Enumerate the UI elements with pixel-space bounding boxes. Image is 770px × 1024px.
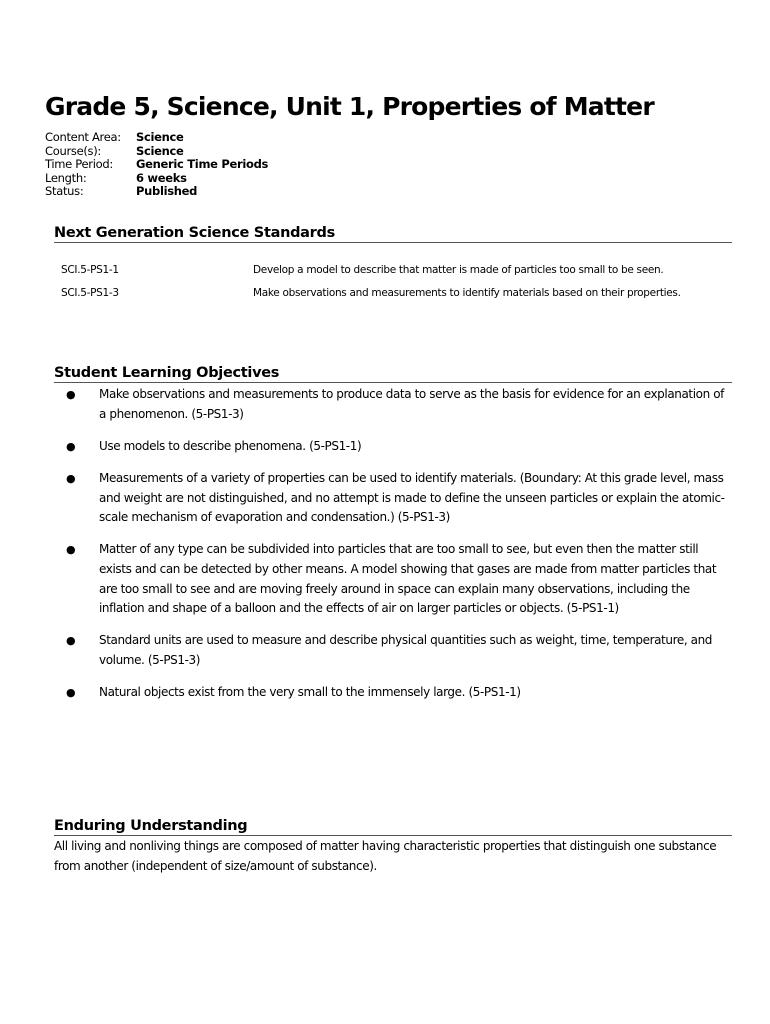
bullet-icon: ● — [66, 439, 76, 453]
bullet-icon: ● — [66, 634, 76, 648]
meta-label: Length: — [45, 170, 87, 185]
meta-label: Course(s): — [45, 143, 101, 158]
page-title: Grade 5, Science, Unit 1, Properties of Matter — [45, 92, 654, 121]
objective-text: Measurements of a variety of properties can be used to identify materials. (Boundary: At this grade level, mass and weight are not distinguished, and no attempt is made to define the unseen particles or explain the atomic-scale mechanism of evaporation and condensation.) (5-PS1-3) — [99, 470, 725, 525]
standard-code: SCI.5-PS1-3 — [61, 287, 119, 299]
meta-value: Science — [136, 143, 184, 158]
standard-description: Make observations and measurements to identify materials based on their properties. — [253, 287, 681, 299]
standard-row — [61, 287, 681, 310]
meta-label: Content Area: — [45, 130, 121, 144]
meta-value: Science — [136, 130, 184, 144]
meta-row-courses — [45, 145, 268, 159]
objectives-list — [66, 385, 728, 715]
enduring-understanding-heading: Enduring Understanding — [54, 818, 732, 836]
objective-item — [66, 631, 728, 670]
standards-list — [61, 264, 681, 310]
meta-row-length — [45, 172, 268, 186]
enduring-understanding-text: All living and nonliving things are composed of matter having characteristic properties that distinguish one substance from another (independent of size/amount of substance). — [54, 839, 717, 873]
meta-label: Time Period: — [45, 157, 113, 172]
bullet-icon: ● — [66, 543, 76, 557]
meta-row-content-area — [45, 131, 268, 145]
meta-row-time-period — [45, 158, 268, 172]
standard-description: Develop a model to describe that matter is made of particles too small to be seen. — [253, 264, 664, 276]
objective-item — [66, 540, 728, 618]
meta-row-status — [45, 185, 268, 199]
meta-value: Published — [136, 184, 198, 199]
meta-label: Status: — [45, 184, 84, 199]
bullet-icon: ● — [66, 471, 76, 485]
objective-text: Matter of any type can be subdivided into particles that are too small to see, but even then the matter still exists and can be detected by other means. A model showing that gases are made from matter particles that are too small to see and are moving freely around in space can explain many observations, including the inflation and shape of a balloon and the effects of air on larger particles or objects. (5-PS1-1) — [99, 542, 717, 616]
objective-item — [66, 385, 728, 424]
standard-code: SCI.5-PS1-1 — [61, 264, 119, 276]
bullet-icon: ● — [66, 388, 76, 401]
objective-item — [66, 437, 728, 457]
objective-item — [66, 469, 728, 528]
objective-item — [66, 683, 728, 703]
meta-value: Generic Time Periods — [136, 157, 269, 172]
objective-text: Standard units are used to measure and describe physical quantities such as weight, time, temperature, and volume. (5-PS1-3) — [99, 633, 713, 667]
standard-row — [61, 264, 681, 287]
objectives-heading: Student Learning Objectives — [54, 365, 732, 383]
objective-text: Make observations and measurements to produce data to serve as the basis for evidence for an explanation of a phenomenon. (5-PS1-3) — [99, 387, 724, 421]
objective-text: Use models to describe phenomena. (5-PS1-1) — [99, 438, 362, 453]
bullet-icon: ● — [66, 686, 76, 700]
objective-text: Natural objects exist from the very small to the immensely large. (5-PS1-1) — [99, 685, 521, 700]
ngss-heading: Next Generation Science Standards — [54, 225, 732, 243]
unit-metadata — [45, 131, 268, 199]
meta-value: 6 weeks — [136, 170, 187, 185]
